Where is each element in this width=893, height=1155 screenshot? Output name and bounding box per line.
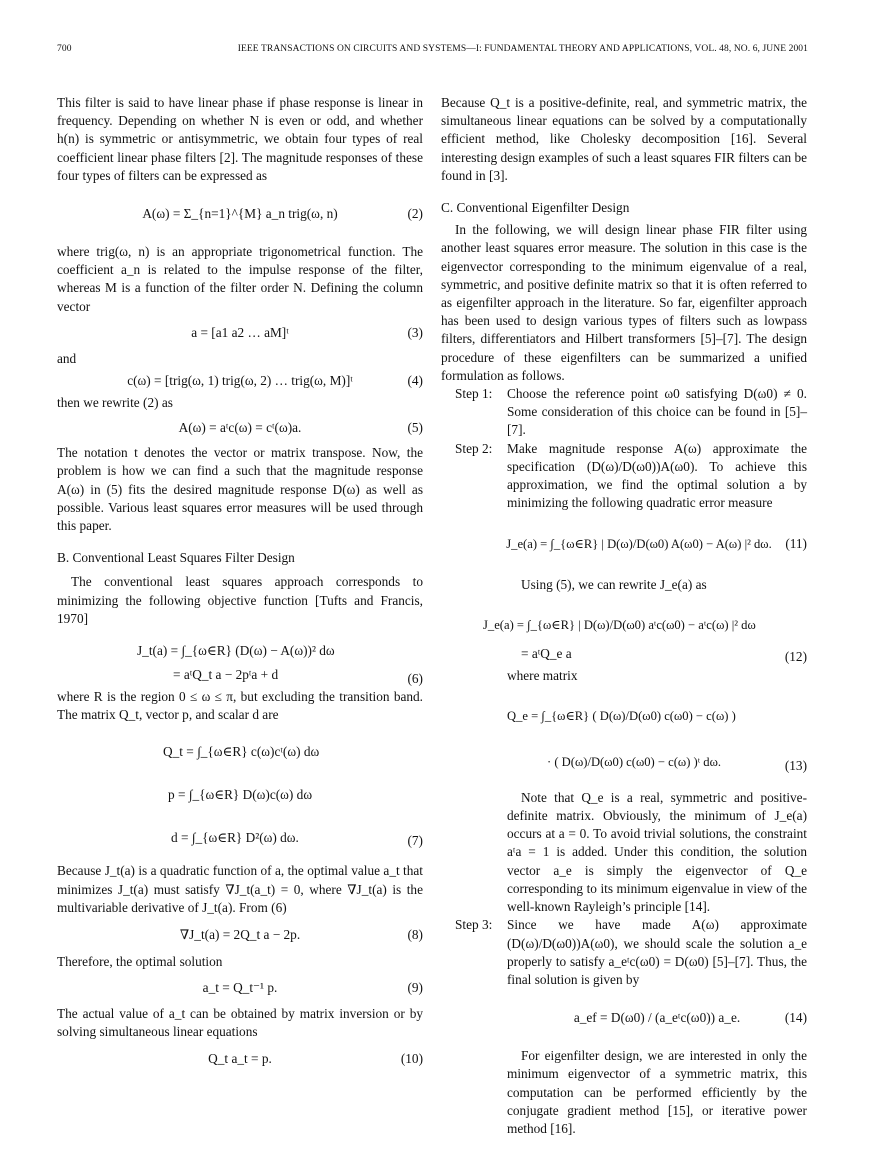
step-label: Step 3: — [455, 917, 493, 933]
paragraph: where R is the region 0 ≤ ω ≤ π, but excluding the transition band. The matrix Q_t, vector p, and scalar d are — [57, 689, 423, 723]
equation-number: (10) — [400, 1050, 423, 1066]
equation-line: = aᵗQ_e a — [521, 645, 572, 661]
section-heading: B. Conventional Least Squares Filter Design — [57, 550, 295, 566]
step-1 — [441, 385, 807, 440]
equation-body: J_e(a) = ∫_{ω∈R} | D(ω)/D(ω0) A(ω0) − A(ω) |² dω. — [506, 537, 772, 552]
step-3 — [441, 916, 807, 989]
equation-4 — [57, 368, 423, 394]
equation-2 — [57, 185, 423, 243]
left-column — [57, 94, 423, 1076]
paragraph: The conventional least squares approach corresponds to minimizing the following objective function [Tufts and Francis, 1970] — [57, 574, 423, 626]
equation-7 — [57, 724, 423, 862]
step-label: Step 2: — [455, 440, 493, 456]
paragraph: where matrix — [507, 667, 578, 683]
equation-number: (7) — [407, 833, 423, 849]
paragraph: The notation t denotes the vector or matrix transpose. Now, the problem is how we can find a such that the magnitude response A(ω) in (5) fits the desired magnitude response D(ω) as well as possible. Various least squares error measures will be used through this paper. — [57, 445, 423, 534]
equation-11 — [441, 512, 807, 576]
step-3-content — [441, 989, 807, 1138]
equation-number: (13) — [784, 757, 807, 773]
paragraph: Because J_t(a) is a quadratic function of a, the optimal value a_t that minimizes J_t(a) must satisfy ∇J_t(a_t) = 0, where ∇J_t(a) is the multivariable derivative of J_t(a). From (6) — [57, 863, 423, 915]
equation-3 — [57, 316, 423, 350]
equation-line: J_e(a) = ∫_{ω∈R} | D(ω)/D(ω0) aᵗc(ω0) − aᵗc(ω) |² dω — [483, 617, 756, 632]
step-text: Make magnitude response A(ω) approximate the specification (D(ω)/D(ω0))A(ω0). To achieve this approximation, we find the optimal solution a by minimizing the following quadratic error measure — [507, 440, 807, 511]
equation-body: Q_t a_t = p. — [208, 1050, 272, 1066]
step-2 — [441, 440, 807, 513]
equation-body: a_ef = D(ω0) / (a_eᵗc(ω0)) a_e. — [573, 1010, 741, 1026]
right-column — [441, 94, 807, 1138]
equation-9 — [57, 971, 423, 1005]
equation-8 — [57, 917, 423, 953]
equation-number: (8) — [407, 926, 423, 942]
equation-line: Q_t = ∫_{ω∈R} c(ω)cᵗ(ω) dω — [163, 744, 320, 760]
page-number: 700 — [57, 44, 72, 54]
equation-body: a = [a1 a2 … aM]ᵗ — [191, 324, 289, 340]
equation-line: J_t(a) = ∫_{ω∈R} (D(ω) − A(ω))² dω — [137, 643, 335, 659]
equation-number: (5) — [407, 420, 423, 436]
equation-line: p = ∫_{ω∈R} D(ω)c(ω) dω — [168, 787, 313, 803]
equation-13 — [507, 685, 807, 789]
equation-number: (9) — [407, 980, 423, 996]
equation-number: (4) — [407, 372, 423, 388]
step-text: Choose the reference point ω0 satisfying D(ω0) ≠ 0. Some consideration of this choice can be found in [5]–[7]. — [507, 386, 807, 438]
step-text: Since we have made A(ω) approximate (D(ω)/D(ω0))A(ω0), we should scale the solution a_e properly to satisfy a_eᵗc(ω0) = D(ω0) [5]–[7]. Thus, the final solution is given by — [507, 917, 807, 987]
equation-number: (2) — [407, 205, 423, 221]
section-heading: C. Conventional Eigenfilter Design — [441, 200, 630, 216]
equation-12 — [441, 595, 807, 667]
paragraph: and — [57, 350, 77, 366]
paragraph: The actual value of a_t can be obtained by matrix inversion or by solving simultaneous linear equations — [57, 1006, 423, 1040]
equation-10 — [57, 1042, 423, 1076]
paragraph: For eigenfilter design, we are interested in only the minimum eigenvector of a symmetric matrix, this computation can be performed efficiently by the conjugate gradient method [15], or iterative power method [16]. — [507, 1048, 807, 1136]
equation-number: (12) — [784, 649, 807, 665]
step-2-content — [441, 512, 807, 916]
paragraph: Note that Q_e is a real, symmetric and positive-definite matrix. Obviously, the minimum of J_e(a) occurs at a = 0. To avoid trivial solutions, the constraint aᵗa = 1 is added. Under this condition, the solution vector a_e is simply the eigenvector of Q_e corresponding to its minimum eigenvalue in view of the well-known Rayleigh’s principle [14]. — [507, 789, 807, 915]
paragraph: then we rewrite (2) as — [57, 395, 173, 411]
paragraph: In the following, we will design linear phase FIR filter using another least squares error measure. The solution in this case is the eigenvector corresponding to the minimum eigenvalue of a real, symmetric, and positive definite matrix so that it is often referred to as eigenfilter approach in the literature. So far, eigenfilter approach has been used to design various types of filters such as lowpass filters, differentiators and Hilbert transformers [5]–[7]. The design procedure of these eigenfilters can be summarized a unified formulation as follows. — [441, 222, 807, 383]
paragraph: Therefore, the optimal solution — [57, 954, 223, 970]
paragraph: This filter is said to have linear phase if phase response is linear in frequency. Depending on whether N is even or odd, and whether h(n) is symmetric or antisymmetric, we obtain four types of real coefficient linear phase filters [2]. The magnitude responses of these four types of filters can be expressed as — [57, 95, 423, 183]
equation-number: (11) — [785, 536, 807, 552]
equation-line: d = ∫_{ω∈R} D²(ω) dω. — [171, 830, 299, 846]
step-label: Step 1: — [455, 386, 493, 402]
equation-5 — [57, 412, 423, 444]
equation-line: · ( D(ω)/D(ω0) c(ω0) − c(ω) )ᵗ dω. — [547, 754, 722, 769]
equation-body: a_t = Q_t⁻¹ p. — [202, 980, 278, 996]
equation-body: A(ω) = Σ_{n=1}^{M} a_n trig(ω, n) — [142, 206, 338, 222]
equation-line: Q_e = ∫_{ω∈R} ( D(ω)/D(ω0) c(ω0) − c(ω) ) — [507, 708, 736, 723]
equation-number: (14) — [784, 1010, 807, 1026]
equation-line: = aᵗQ_t a − 2pᵗa + d — [173, 667, 279, 683]
equation-number: (6) — [407, 670, 423, 686]
equation-body: c(ω) = [trig(ω, 1) trig(ω, 2) … trig(ω, M)]ᵗ — [127, 373, 353, 389]
equation-body: ∇J_t(a) = 2Q_t a − 2p. — [179, 927, 301, 943]
paragraph: Using (5), we can rewrite J_e(a) as — [521, 577, 707, 593]
equation-body: A(ω) = aᵗc(ω) = cᵗ(ω)a. — [178, 420, 302, 436]
equation-number: (3) — [407, 324, 423, 340]
paragraph: where trig(ω, n) is an appropriate trigonometrical function. The coefficient a_n is related to the impulse response of the filter, whereas M is a function of the filter order N. Defining the column vector — [57, 244, 423, 314]
equation-14 — [507, 989, 807, 1047]
paragraph: Because Q_t is a positive-definite, real, and symmetric matrix, the simultaneous linear equations can be solved by a computationally efficient method, like Cholesky decomposition [16]. Several interesting design examples of such a least squares FIR filters can be found in [3]. — [441, 95, 807, 183]
equation-6 — [57, 628, 423, 688]
journal-running-head: IEEE TRANSACTIONS ON CIRCUITS AND SYSTEMS—I: FUNDAMENTAL THEORY AND APPLICATIONS, VOL. 48, NO. 6, JUNE 2001 — [237, 44, 808, 54]
